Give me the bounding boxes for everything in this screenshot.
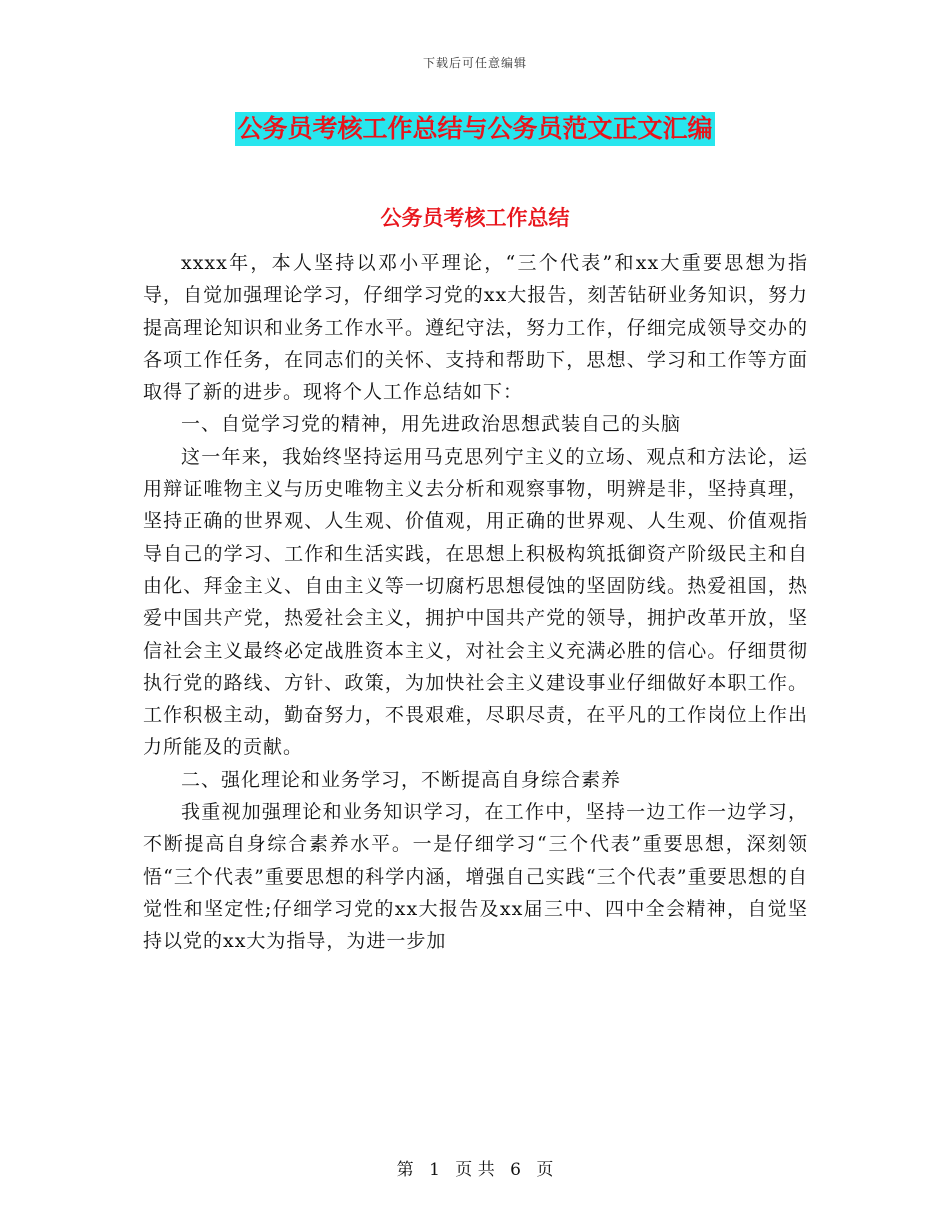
paragraph-one: 这一年来，我始终坚持运用马克思列宁主义的立场、观点和方法论，运用辩证唯物主义与历史唯物主义去分析和观察事物，明辨是非，坚持真理，坚持正确的世界观、人生观、价值观，用正确的世界观、人生观、价值观指导自己的学习、工作和生活实践，在思想上积极构筑抵御资产阶级民主和自由化、拜金主义、自由主义等一切腐朽思想侵蚀的坚固防线。热爱祖国，热爱中国共产党，热爱社会主义，拥护中国共产党的领导，拥护改革开放，坚信社会主义最终必定战胜资本主义，对社会主义充满必胜的信心。仔细贯彻执行党的路线、方针、政策，为加快社会主义建设事业仔细做好本职工作。工作积极主动，勤奋努力，不畏艰难，尽职尽责，在平凡的工作岗位上作出力所能及的贡献。 xyxy=(143,445,808,759)
total-page-count: 6 xyxy=(510,1160,521,1180)
heading-two: 二、强化理论和业务学习，不断提高自身综合素养 xyxy=(181,768,622,791)
page-footer xyxy=(0,1155,950,1180)
document-title xyxy=(0,112,950,146)
footer-suffix: 页 xyxy=(536,1160,554,1180)
paragraph-intro: xxxx年，本人坚持以邓小平理论，“三个代表”和xx大重要思想为指导，自觉加强理论学习，仔细学习党的xx大报告，刻苦钻研业务知识，努力提高理论知识和业务工作水平。遵纪守法，努力工作，仔细完成领导交办的各项工作任务，在同志们的关怀、支持和帮助下，思想、学习和工作等方面取得了新的进步。现将个人工作总结如下： xyxy=(143,252,808,404)
heading-one: 一、自觉学习党的精神，用先进政治思想武装自己的头脑 xyxy=(181,413,682,436)
document-body xyxy=(143,247,808,958)
document-title-text: 公务员考核工作总结与公务员范文正文汇编 xyxy=(235,112,714,146)
section-title: 公务员考核工作总结 xyxy=(380,206,570,230)
paragraph-two: 我重视加强理论和业务知识学习，在工作中，坚持一边工作一边学习，不断提高自身综合素养水平。一是仔细学习“三个代表”重要思想，深刻领悟“三个代表”重要思想的科学内涵，增强自己实践“三个代表”重要思想的自觉性和坚定性;仔细学习党的xx大报告及xx届三中、四中全会精神，自觉坚持以党的xx大为指导，为进一步加 xyxy=(143,801,808,953)
footer-middle: 页 共 xyxy=(455,1160,495,1180)
current-page-number: 1 xyxy=(429,1160,440,1180)
footer-prefix: 第 xyxy=(396,1160,414,1180)
header-note: 下载后可任意编辑 xyxy=(422,56,527,70)
